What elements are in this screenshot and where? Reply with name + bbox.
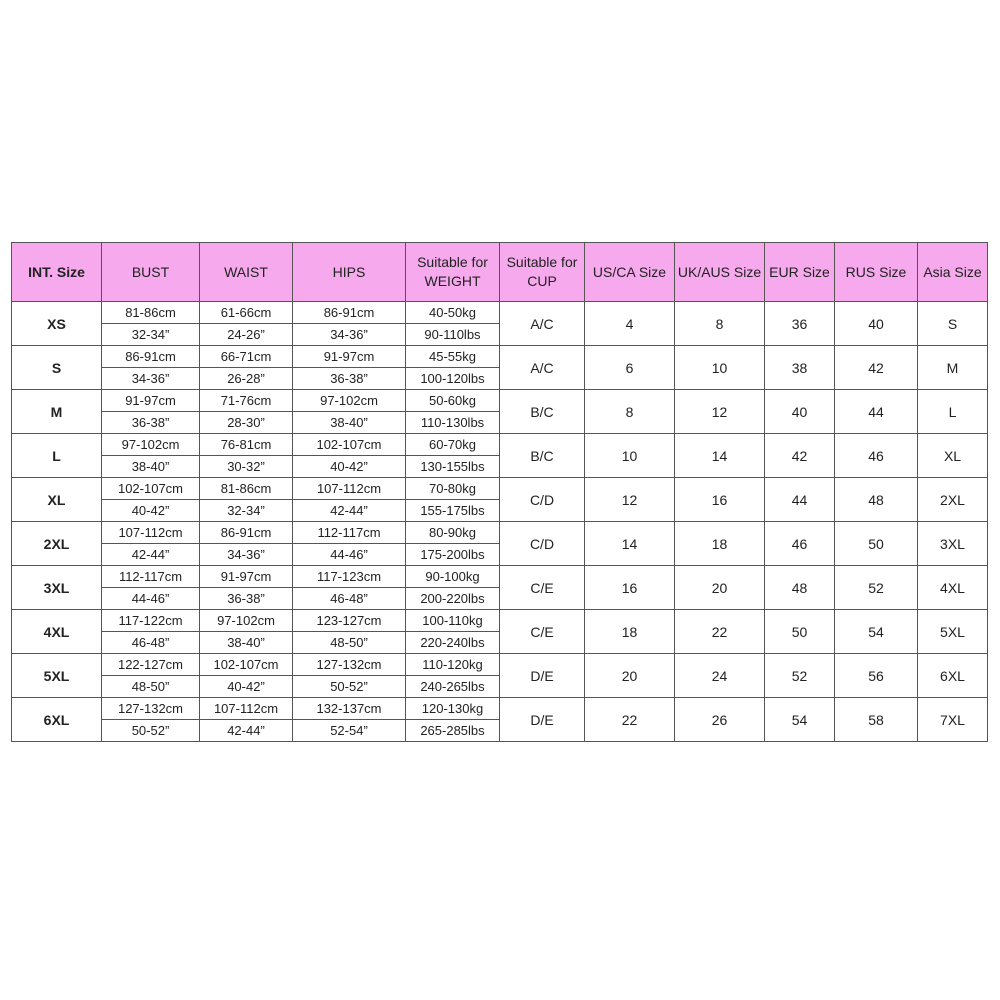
bust-in-cell: 48-50” [102, 676, 200, 698]
weight-lbs-cell: 240-265lbs [406, 676, 500, 698]
cup-cell: D/E [500, 654, 585, 698]
uk-aus-size-cell: 18 [675, 522, 765, 566]
asia-size-cell: S [918, 302, 988, 346]
weight-kg-cell: 50-60kg [406, 390, 500, 412]
hips-cm-cell: 132-137cm [293, 698, 406, 720]
hips-in-cell: 38-40” [293, 412, 406, 434]
weight-lbs-cell: 200-220lbs [406, 588, 500, 610]
asia-size-cell: XL [918, 434, 988, 478]
waist-cm-cell: 86-91cm [200, 522, 293, 544]
bust-in-cell: 36-38” [102, 412, 200, 434]
weight-lbs-cell: 110-130lbs [406, 412, 500, 434]
table-row [12, 302, 988, 324]
weight-kg-cell: 100-110kg [406, 610, 500, 632]
bust-in-cell: 34-36” [102, 368, 200, 390]
table-row [12, 610, 988, 632]
waist-in-cell: 40-42” [200, 676, 293, 698]
cup-cell: C/D [500, 478, 585, 522]
table-row [12, 566, 988, 588]
us-ca-size-cell: 16 [585, 566, 675, 610]
hips-in-cell: 42-44” [293, 500, 406, 522]
waist-cm-cell: 102-107cm [200, 654, 293, 676]
waist-cm-cell: 91-97cm [200, 566, 293, 588]
eur-size-cell: 44 [765, 478, 835, 522]
rus-size-cell: 46 [835, 434, 918, 478]
eur-size-cell: 46 [765, 522, 835, 566]
cup-cell: D/E [500, 698, 585, 742]
bust-in-cell: 32-34” [102, 324, 200, 346]
waist-in-cell: 36-38” [200, 588, 293, 610]
table-row [12, 346, 988, 368]
asia-size-cell: 5XL [918, 610, 988, 654]
eur-size-cell: 38 [765, 346, 835, 390]
bust-cm-cell: 117-122cm [102, 610, 200, 632]
asia-size-cell: 7XL [918, 698, 988, 742]
waist-in-cell: 38-40” [200, 632, 293, 654]
rus-size-cell: 58 [835, 698, 918, 742]
weight-kg-cell: 60-70kg [406, 434, 500, 456]
asia-size-cell: M [918, 346, 988, 390]
int-size-cell: 3XL [12, 566, 102, 610]
hips-cm-cell: 112-117cm [293, 522, 406, 544]
uk-aus-size-cell: 10 [675, 346, 765, 390]
header-cup: Suitable for CUP [500, 243, 585, 302]
uk-aus-size-cell: 14 [675, 434, 765, 478]
weight-lbs-cell: 90-110lbs [406, 324, 500, 346]
header-rus-size: RUS Size [835, 243, 918, 302]
weight-kg-cell: 45-55kg [406, 346, 500, 368]
asia-size-cell: 6XL [918, 654, 988, 698]
rus-size-cell: 52 [835, 566, 918, 610]
us-ca-size-cell: 10 [585, 434, 675, 478]
hips-cm-cell: 102-107cm [293, 434, 406, 456]
hips-cm-cell: 123-127cm [293, 610, 406, 632]
waist-in-cell: 30-32” [200, 456, 293, 478]
waist-in-cell: 34-36” [200, 544, 293, 566]
waist-cm-cell: 107-112cm [200, 698, 293, 720]
size-rows [12, 302, 988, 742]
table-row [12, 522, 988, 544]
int-size-cell: S [12, 346, 102, 390]
weight-lbs-cell: 130-155lbs [406, 456, 500, 478]
bust-cm-cell: 127-132cm [102, 698, 200, 720]
eur-size-cell: 48 [765, 566, 835, 610]
hips-in-cell: 46-48” [293, 588, 406, 610]
cup-cell: A/C [500, 302, 585, 346]
eur-size-cell: 54 [765, 698, 835, 742]
int-size-cell: 2XL [12, 522, 102, 566]
header-uk-aus-size: UK/AUS Size [675, 243, 765, 302]
uk-aus-size-cell: 12 [675, 390, 765, 434]
us-ca-size-cell: 8 [585, 390, 675, 434]
hips-cm-cell: 91-97cm [293, 346, 406, 368]
asia-size-cell: 4XL [918, 566, 988, 610]
weight-lbs-cell: 155-175lbs [406, 500, 500, 522]
eur-size-cell: 52 [765, 654, 835, 698]
rus-size-cell: 56 [835, 654, 918, 698]
table-row [12, 478, 988, 500]
weight-lbs-cell: 265-285lbs [406, 720, 500, 742]
eur-size-cell: 50 [765, 610, 835, 654]
header-us-ca-size: US/CA Size [585, 243, 675, 302]
bust-in-cell: 44-46” [102, 588, 200, 610]
eur-size-cell: 36 [765, 302, 835, 346]
cup-cell: A/C [500, 346, 585, 390]
hips-in-cell: 44-46” [293, 544, 406, 566]
eur-size-cell: 42 [765, 434, 835, 478]
rus-size-cell: 54 [835, 610, 918, 654]
us-ca-size-cell: 6 [585, 346, 675, 390]
int-size-cell: M [12, 390, 102, 434]
hips-in-cell: 48-50” [293, 632, 406, 654]
us-ca-size-cell: 20 [585, 654, 675, 698]
header-weight: Suitable for WEIGHT [406, 243, 500, 302]
cup-cell: B/C [500, 390, 585, 434]
header-hips: HIPS [293, 243, 406, 302]
table-row [12, 390, 988, 412]
bust-in-cell: 38-40” [102, 456, 200, 478]
hips-cm-cell: 97-102cm [293, 390, 406, 412]
header-asia-size: Asia Size [918, 243, 988, 302]
cup-cell: C/E [500, 610, 585, 654]
bust-cm-cell: 107-112cm [102, 522, 200, 544]
waist-cm-cell: 71-76cm [200, 390, 293, 412]
eur-size-cell: 40 [765, 390, 835, 434]
table-row [12, 698, 988, 720]
weight-lbs-cell: 100-120lbs [406, 368, 500, 390]
header-waist: WAIST [200, 243, 293, 302]
us-ca-size-cell: 12 [585, 478, 675, 522]
int-size-cell: 4XL [12, 610, 102, 654]
int-size-cell: 6XL [12, 698, 102, 742]
table-row [12, 654, 988, 676]
bust-in-cell: 46-48” [102, 632, 200, 654]
waist-in-cell: 42-44” [200, 720, 293, 742]
waist-in-cell: 24-26” [200, 324, 293, 346]
uk-aus-size-cell: 20 [675, 566, 765, 610]
uk-aus-size-cell: 8 [675, 302, 765, 346]
asia-size-cell: 2XL [918, 478, 988, 522]
us-ca-size-cell: 22 [585, 698, 675, 742]
size-chart-table [11, 242, 988, 742]
bust-cm-cell: 102-107cm [102, 478, 200, 500]
hips-cm-cell: 107-112cm [293, 478, 406, 500]
hips-cm-cell: 117-123cm [293, 566, 406, 588]
weight-kg-cell: 70-80kg [406, 478, 500, 500]
us-ca-size-cell: 14 [585, 522, 675, 566]
weight-kg-cell: 80-90kg [406, 522, 500, 544]
rus-size-cell: 48 [835, 478, 918, 522]
bust-cm-cell: 112-117cm [102, 566, 200, 588]
hips-in-cell: 40-42” [293, 456, 406, 478]
waist-cm-cell: 81-86cm [200, 478, 293, 500]
waist-in-cell: 28-30” [200, 412, 293, 434]
waist-cm-cell: 76-81cm [200, 434, 293, 456]
cup-cell: C/D [500, 522, 585, 566]
rus-size-cell: 44 [835, 390, 918, 434]
int-size-cell: L [12, 434, 102, 478]
bust-cm-cell: 86-91cm [102, 346, 200, 368]
bust-in-cell: 42-44” [102, 544, 200, 566]
waist-cm-cell: 66-71cm [200, 346, 293, 368]
uk-aus-size-cell: 22 [675, 610, 765, 654]
int-size-cell: 5XL [12, 654, 102, 698]
rus-size-cell: 50 [835, 522, 918, 566]
int-size-cell: XL [12, 478, 102, 522]
hips-cm-cell: 127-132cm [293, 654, 406, 676]
bust-in-cell: 40-42” [102, 500, 200, 522]
header-int-size: INT. Size [12, 243, 102, 302]
header-eur-size: EUR Size [765, 243, 835, 302]
waist-cm-cell: 97-102cm [200, 610, 293, 632]
weight-kg-cell: 90-100kg [406, 566, 500, 588]
asia-size-cell: 3XL [918, 522, 988, 566]
rus-size-cell: 40 [835, 302, 918, 346]
bust-cm-cell: 81-86cm [102, 302, 200, 324]
hips-cm-cell: 86-91cm [293, 302, 406, 324]
weight-kg-cell: 40-50kg [406, 302, 500, 324]
us-ca-size-cell: 4 [585, 302, 675, 346]
header-bust: BUST [102, 243, 200, 302]
header-row [12, 243, 988, 302]
weight-lbs-cell: 175-200lbs [406, 544, 500, 566]
bust-cm-cell: 91-97cm [102, 390, 200, 412]
asia-size-cell: L [918, 390, 988, 434]
hips-in-cell: 36-38” [293, 368, 406, 390]
weight-kg-cell: 120-130kg [406, 698, 500, 720]
us-ca-size-cell: 18 [585, 610, 675, 654]
bust-cm-cell: 122-127cm [102, 654, 200, 676]
waist-in-cell: 26-28” [200, 368, 293, 390]
weight-lbs-cell: 220-240lbs [406, 632, 500, 654]
hips-in-cell: 34-36” [293, 324, 406, 346]
rus-size-cell: 42 [835, 346, 918, 390]
uk-aus-size-cell: 26 [675, 698, 765, 742]
bust-in-cell: 50-52” [102, 720, 200, 742]
weight-kg-cell: 110-120kg [406, 654, 500, 676]
cup-cell: C/E [500, 566, 585, 610]
waist-in-cell: 32-34” [200, 500, 293, 522]
hips-in-cell: 52-54” [293, 720, 406, 742]
bust-cm-cell: 97-102cm [102, 434, 200, 456]
uk-aus-size-cell: 16 [675, 478, 765, 522]
hips-in-cell: 50-52” [293, 676, 406, 698]
int-size-cell: XS [12, 302, 102, 346]
table-row [12, 434, 988, 456]
cup-cell: B/C [500, 434, 585, 478]
uk-aus-size-cell: 24 [675, 654, 765, 698]
waist-cm-cell: 61-66cm [200, 302, 293, 324]
